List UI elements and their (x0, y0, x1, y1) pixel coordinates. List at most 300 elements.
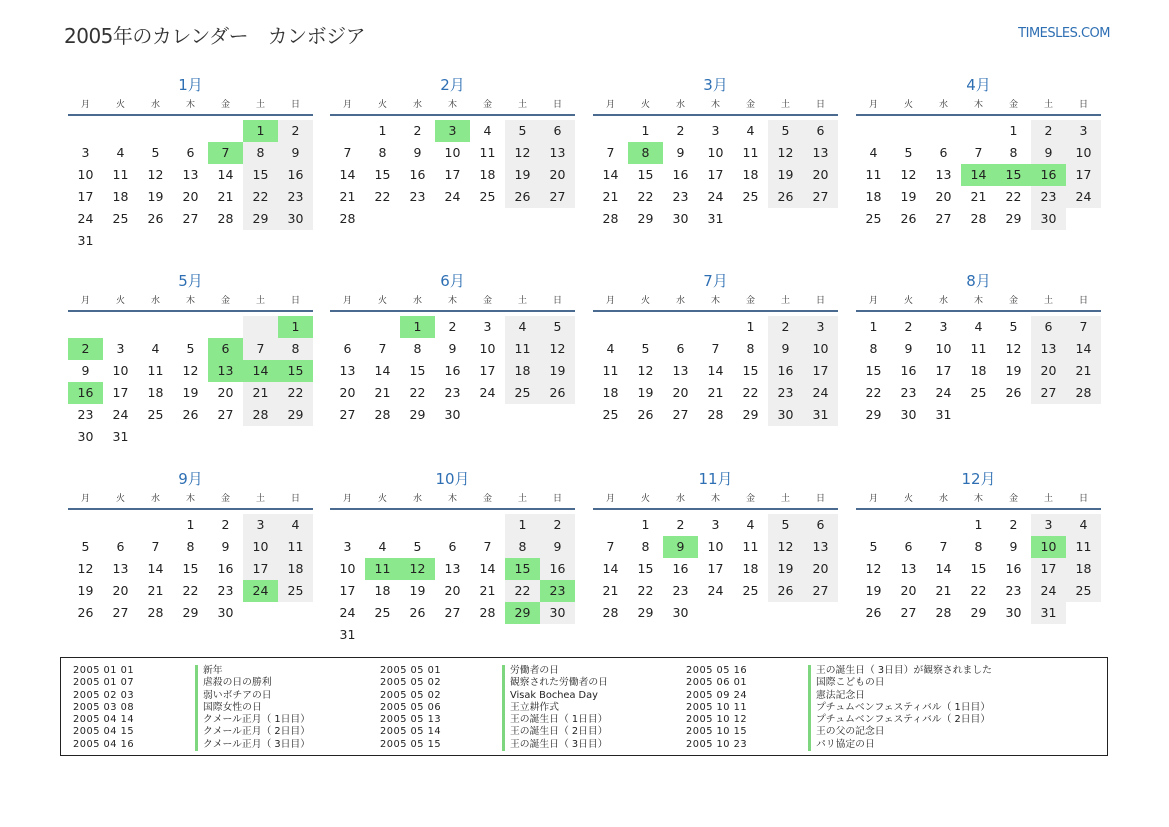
day-cell: 19 (768, 558, 803, 580)
weekday-label: 木 (710, 494, 720, 504)
day-cell: 5 (768, 120, 803, 142)
day-cell: 1 (1009, 123, 1018, 138)
day-cell: 20 (900, 583, 917, 598)
day-cell: 29 (409, 407, 426, 422)
weekday-label: 月 (342, 494, 352, 504)
day-cell: 15 (637, 561, 654, 576)
day-cell: 8 (243, 142, 278, 164)
day-cell: 23 (1005, 583, 1022, 598)
day-cell: 16 (217, 561, 234, 576)
empty-day-cell (593, 514, 628, 536)
day-cell: 5 (413, 539, 422, 554)
day-cell: 26 (768, 580, 803, 602)
weekday-label: 月 (342, 100, 352, 110)
day-cell: 3 (1031, 514, 1066, 536)
weekday-label: 火 (115, 494, 125, 504)
weekday-label: 木 (973, 494, 983, 504)
day-grid (593, 316, 838, 426)
weekday-label: 日 (815, 296, 825, 306)
day-cell: 18 (147, 385, 164, 400)
weekday-header (68, 490, 313, 510)
day-cell: 21 (707, 385, 724, 400)
day-cell: 11 (742, 539, 759, 554)
month-calendar (856, 468, 1101, 624)
day-cell: 14 (147, 561, 164, 576)
day-cell: 9 (768, 338, 803, 360)
weekday-header (330, 292, 575, 312)
weekday-label: 水 (150, 100, 160, 110)
legend-row (368, 702, 608, 714)
day-cell: 26 (505, 186, 540, 208)
holiday-name: プチュムベンフェスティバル（ 1日目） (808, 702, 990, 714)
weekday-label: 金 (1008, 100, 1018, 110)
empty-day-cell (435, 514, 470, 536)
day-cell: 17 (1066, 164, 1101, 186)
day-cell: 27 (935, 211, 952, 226)
day-cell: 2 (278, 120, 313, 142)
day-cell: 23 (900, 385, 917, 400)
weekday-label: 日 (552, 100, 562, 110)
day-grid (856, 514, 1101, 624)
weekday-label: 木 (185, 100, 195, 110)
empty-day-cell (68, 120, 103, 142)
day-cell: 21 (970, 189, 987, 204)
day-cell: 27 (444, 605, 461, 620)
day-cell: 17 (479, 363, 496, 378)
legend-row (368, 677, 608, 689)
weekday-label: 火 (377, 100, 387, 110)
day-cell: 21 (374, 385, 391, 400)
empty-day-cell (330, 316, 365, 338)
day-cell: 13 (1031, 338, 1066, 360)
holiday-name: 国際こどもの日 (808, 677, 885, 689)
weekday-label: 日 (552, 494, 562, 504)
legend-column (368, 665, 608, 751)
empty-day-cell (173, 316, 208, 338)
day-cell: 20 (672, 385, 689, 400)
day-cell: 17 (243, 558, 278, 580)
holiday-day-cell: 10 (1031, 536, 1066, 558)
holiday-date: 2005 05 02 (380, 689, 442, 701)
weekday-header (856, 490, 1101, 510)
weekday-label: 土 (780, 296, 790, 306)
day-cell: 25 (278, 580, 313, 602)
month-calendar (856, 270, 1101, 426)
day-cell: 5 (540, 316, 575, 338)
legend-column (61, 665, 310, 751)
weekday-label: 金 (482, 296, 492, 306)
day-cell: 3 (711, 517, 720, 532)
day-cell: 22 (409, 385, 426, 400)
weekday-label: 土 (255, 494, 265, 504)
weekday-header (330, 490, 575, 510)
weekday-label: 土 (255, 296, 265, 306)
holiday-day-cell: 1 (278, 316, 313, 338)
empty-day-cell (208, 316, 243, 338)
day-cell: 5 (1009, 319, 1018, 334)
month-calendar (856, 74, 1101, 230)
day-cell: 23 (768, 382, 803, 404)
day-cell: 2 (676, 517, 685, 532)
holiday-date: 2005 05 01 (380, 665, 442, 676)
day-cell: 20 (182, 189, 199, 204)
day-cell: 4 (483, 123, 492, 138)
month-calendar (593, 468, 838, 624)
day-cell: 7 (151, 539, 160, 554)
day-cell: 25 (112, 211, 129, 226)
weekday-label: 火 (903, 296, 913, 306)
holiday-name: 王立耕作式 (502, 702, 559, 714)
day-cell: 10 (707, 539, 724, 554)
weekday-header (593, 96, 838, 116)
day-cell: 17 (935, 363, 952, 378)
day-cell: 28 (602, 211, 619, 226)
weekday-label: 水 (412, 100, 422, 110)
day-cell: 13 (182, 167, 199, 182)
day-cell: 17 (707, 167, 724, 182)
day-cell: 13 (540, 142, 575, 164)
legend-row (368, 726, 608, 738)
holiday-day-cell: 2 (68, 338, 103, 360)
day-cell: 19 (1005, 363, 1022, 378)
day-cell: 1 (505, 514, 540, 536)
day-cell: 22 (637, 583, 654, 598)
day-cell: 10 (444, 145, 461, 160)
weekday-label: 土 (1043, 494, 1053, 504)
day-cell: 27 (803, 580, 838, 602)
empty-day-cell (961, 120, 996, 142)
weekday-label: 金 (220, 100, 230, 110)
day-cell: 18 (970, 363, 987, 378)
weekday-label: 水 (675, 100, 685, 110)
day-cell: 8 (641, 539, 650, 554)
day-cell: 2 (448, 319, 457, 334)
day-cell: 4 (869, 145, 878, 160)
holiday-day-cell: 16 (68, 382, 103, 404)
month-calendar (593, 270, 838, 426)
day-cell: 22 (1005, 189, 1022, 204)
day-cell: 15 (374, 167, 391, 182)
holiday-name: Visak Bochea Day (502, 690, 598, 702)
day-cell: 10 (77, 167, 94, 182)
holiday-day-cell: 24 (243, 580, 278, 602)
weekday-label: 金 (1008, 494, 1018, 504)
weekday-label: 金 (482, 100, 492, 110)
day-cell: 14 (1066, 338, 1101, 360)
legend-row (674, 702, 992, 714)
day-cell: 28 (374, 407, 391, 422)
day-cell: 28 (339, 211, 356, 226)
holiday-name: 虐殺の日の勝利 (195, 677, 272, 689)
weekday-label: 土 (780, 494, 790, 504)
month-calendar (330, 270, 575, 426)
day-cell: 2 (540, 514, 575, 536)
day-cell: 22 (742, 385, 759, 400)
day-cell: 25 (865, 211, 882, 226)
day-cell: 11 (602, 363, 619, 378)
weekday-label: 金 (220, 494, 230, 504)
day-cell: 28 (602, 605, 619, 620)
legend-row (674, 714, 992, 726)
holiday-day-cell: 29 (505, 602, 540, 624)
day-cell: 25 (742, 583, 759, 598)
day-cell: 24 (803, 382, 838, 404)
day-cell: 27 (112, 605, 129, 620)
day-cell: 17 (1031, 558, 1066, 580)
holiday-day-cell: 8 (628, 142, 663, 164)
day-cell: 13 (112, 561, 129, 576)
day-cell: 27 (182, 211, 199, 226)
holiday-name: 観察された労働者の日 (502, 677, 608, 689)
day-cell: 22 (865, 385, 882, 400)
day-cell: 25 (602, 407, 619, 422)
holiday-day-cell: 1 (243, 120, 278, 142)
day-cell: 26 (1005, 385, 1022, 400)
page-title: 2005年のカレンダー カンボジア (64, 24, 366, 48)
day-cell: 3 (243, 514, 278, 536)
day-cell: 21 (243, 382, 278, 404)
day-cell: 23 (672, 583, 689, 598)
weekday-label: 木 (447, 296, 457, 306)
day-cell: 15 (637, 167, 654, 182)
day-cell: 27 (339, 407, 356, 422)
day-grid (68, 120, 313, 252)
day-cell: 26 (768, 186, 803, 208)
day-cell: 3 (711, 123, 720, 138)
holiday-date: 2005 02 03 (73, 689, 135, 701)
day-cell: 13 (672, 363, 689, 378)
holiday-name: 弱いボチアの日 (195, 690, 272, 702)
day-cell: 25 (479, 189, 496, 204)
day-cell: 3 (483, 319, 492, 334)
weekday-label: 土 (780, 100, 790, 110)
day-cell: 30 (540, 602, 575, 624)
day-cell: 24 (1066, 186, 1101, 208)
legend-row (368, 665, 608, 677)
day-cell: 24 (112, 407, 129, 422)
day-cell: 12 (540, 338, 575, 360)
weekday-label: 土 (1043, 296, 1053, 306)
day-cell: 21 (602, 189, 619, 204)
day-cell: 1 (746, 319, 755, 334)
day-cell: 2 (1009, 517, 1018, 532)
weekday-label: 水 (938, 494, 948, 504)
holiday-date: 2005 06 01 (686, 677, 748, 689)
day-cell: 20 (217, 385, 234, 400)
day-grid (330, 514, 575, 646)
day-cell: 22 (970, 583, 987, 598)
day-cell: 28 (970, 211, 987, 226)
day-cell: 12 (900, 167, 917, 182)
holiday-name: 憲法記念日 (808, 690, 865, 702)
day-cell: 10 (243, 536, 278, 558)
month-calendar (68, 74, 313, 252)
weekday-label: 日 (1078, 100, 1088, 110)
day-cell: 12 (865, 561, 882, 576)
day-cell: 20 (803, 164, 838, 186)
weekday-label: 月 (80, 100, 90, 110)
day-cell: 19 (637, 385, 654, 400)
day-cell: 24 (444, 189, 461, 204)
holiday-date: 2005 05 14 (380, 726, 442, 738)
day-cell: 19 (768, 164, 803, 186)
month-calendar (593, 74, 838, 230)
weekday-header (593, 490, 838, 510)
legend-row (61, 690, 310, 702)
weekday-header (330, 96, 575, 116)
holiday-name: クメール正月（ 2日目） (195, 726, 310, 738)
day-cell: 1 (869, 319, 878, 334)
weekday-label: 木 (973, 100, 983, 110)
empty-day-cell (243, 316, 278, 338)
day-cell: 16 (672, 167, 689, 182)
day-cell: 19 (865, 583, 882, 598)
day-cell: 12 (768, 536, 803, 558)
day-cell: 22 (243, 186, 278, 208)
day-cell: 24 (339, 605, 356, 620)
weekday-label: 火 (640, 296, 650, 306)
day-cell: 9 (81, 363, 90, 378)
holiday-date: 2005 10 15 (686, 726, 748, 738)
holiday-name: パリ協定の日 (808, 739, 875, 751)
day-cell: 23 (278, 186, 313, 208)
day-cell: 28 (935, 605, 952, 620)
day-cell: 14 (602, 167, 619, 182)
day-cell: 2 (768, 316, 803, 338)
day-cell: 26 (147, 211, 164, 226)
day-cell: 2 (221, 517, 230, 532)
day-cell: 22 (505, 580, 540, 602)
month-calendar (68, 270, 313, 448)
empty-day-cell (173, 120, 208, 142)
day-cell: 16 (768, 360, 803, 382)
day-cell: 29 (278, 404, 313, 426)
day-cell: 9 (1031, 142, 1066, 164)
day-grid (593, 120, 838, 230)
day-cell: 19 (182, 385, 199, 400)
day-cell: 29 (1005, 211, 1022, 226)
day-cell: 14 (374, 363, 391, 378)
month-name: 9月 (178, 470, 203, 488)
holiday-date: 2005 01 01 (73, 665, 135, 676)
day-cell: 8 (413, 341, 422, 356)
weekday-label: 火 (115, 296, 125, 306)
empty-day-cell (208, 120, 243, 142)
holiday-day-cell: 15 (505, 558, 540, 580)
day-cell: 13 (935, 167, 952, 182)
weekday-header (593, 292, 838, 312)
day-cell: 20 (540, 164, 575, 186)
weekday-label: 月 (868, 296, 878, 306)
day-cell: 14 (339, 167, 356, 182)
holiday-name: クメール正月（ 3日目） (195, 739, 310, 751)
day-cell: 27 (900, 605, 917, 620)
weekday-label: 土 (517, 100, 527, 110)
day-cell: 17 (339, 583, 356, 598)
day-cell: 10 (935, 341, 952, 356)
site-link[interactable]: TIMESLES.COM (1018, 26, 1110, 41)
day-cell: 12 (1005, 341, 1022, 356)
weekday-label: 木 (973, 296, 983, 306)
day-cell: 28 (479, 605, 496, 620)
empty-day-cell (365, 514, 400, 536)
day-cell: 16 (278, 164, 313, 186)
day-cell: 6 (186, 145, 195, 160)
holiday-date: 2005 05 06 (380, 701, 442, 713)
holiday-name: 新年 (195, 665, 223, 677)
day-cell: 6 (1031, 316, 1066, 338)
holiday-day-cell: 13 (208, 360, 243, 382)
day-cell: 1 (378, 123, 387, 138)
day-cell: 5 (186, 341, 195, 356)
weekday-label: 土 (517, 296, 527, 306)
day-cell: 18 (1066, 558, 1101, 580)
day-cell: 8 (378, 145, 387, 160)
day-cell: 12 (77, 561, 94, 576)
day-cell: 9 (540, 536, 575, 558)
weekday-label: 月 (868, 494, 878, 504)
weekday-label: 金 (745, 494, 755, 504)
day-cell: 20 (1031, 360, 1066, 382)
month-name: 12月 (961, 470, 996, 488)
day-cell: 5 (505, 120, 540, 142)
day-cell: 2 (676, 123, 685, 138)
day-cell: 6 (939, 145, 948, 160)
day-cell: 26 (865, 605, 882, 620)
day-cell: 8 (869, 341, 878, 356)
day-cell: 25 (147, 407, 164, 422)
day-cell: 13 (803, 142, 838, 164)
holiday-date: 2005 04 16 (73, 738, 135, 750)
day-cell: 11 (479, 145, 496, 160)
weekday-label: 火 (903, 494, 913, 504)
day-cell: 18 (742, 561, 759, 576)
empty-day-cell (856, 120, 891, 142)
holiday-day-cell: 3 (435, 120, 470, 142)
day-cell: 30 (1005, 605, 1022, 620)
day-cell: 15 (865, 363, 882, 378)
day-cell: 3 (1066, 120, 1101, 142)
empty-day-cell (330, 120, 365, 142)
day-cell: 26 (182, 407, 199, 422)
weekday-label: 日 (1078, 494, 1088, 504)
day-cell: 7 (974, 145, 983, 160)
empty-day-cell (470, 514, 505, 536)
holiday-legend (60, 657, 1108, 756)
month-name: 8月 (966, 272, 991, 290)
legend-row (61, 726, 310, 738)
holiday-name: 王の父の記念日 (808, 726, 885, 738)
day-cell: 31 (707, 211, 724, 226)
day-cell: 10 (112, 363, 129, 378)
day-cell: 27 (540, 186, 575, 208)
day-cell: 28 (147, 605, 164, 620)
day-grid (330, 120, 575, 230)
holiday-date: 2005 03 08 (73, 701, 135, 713)
empty-day-cell (400, 514, 435, 536)
day-cell: 8 (1009, 145, 1018, 160)
day-cell: 31 (339, 627, 356, 642)
day-cell: 24 (77, 211, 94, 226)
holiday-date: 2005 04 14 (73, 714, 135, 726)
day-cell: 4 (606, 341, 615, 356)
weekday-label: 木 (185, 296, 195, 306)
day-cell: 14 (479, 561, 496, 576)
day-cell: 15 (182, 561, 199, 576)
day-cell: 22 (637, 189, 654, 204)
day-cell: 15 (409, 363, 426, 378)
day-cell: 30 (768, 404, 803, 426)
